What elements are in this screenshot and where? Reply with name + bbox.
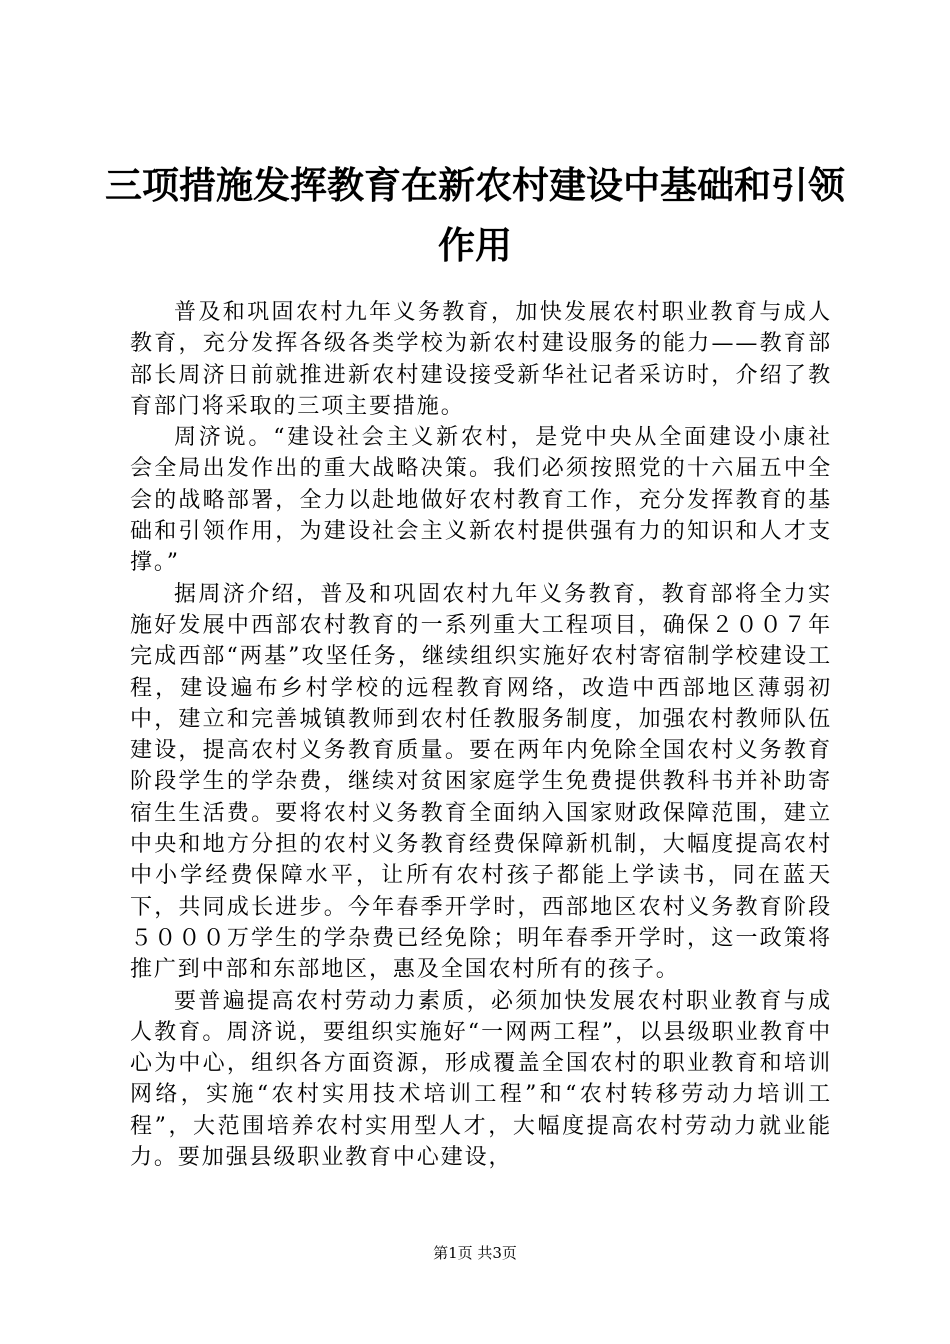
- document-body: [130, 297, 832, 1173]
- page-number-label: 第1页 共3页: [433, 1244, 517, 1262]
- paragraph-4: 要普遍提高农村劳动力素质，必须加快发展农村职业教育与成人教育。周济说，要组织实施好“一网两工程”，以县级职业教育中心为中心，组织各方面资源，形成覆盖全国农村的职业教育和培训网络，实施“农村实用技术培训工程”和“农村转移劳动力培训工程”，大范围培养农村实用型人才，大幅度提高农村劳动力就业能力。要加强县级职业教育中心建设，: [130, 988, 832, 1171]
- paragraph-3: 据周济介绍，普及和巩固农村九年义务教育，教育部将全力实施好发展中西部农村教育的一系列重大工程项目，确保２００７年完成西部“两基”攻坚任务，继续组织实施好农村寄宿制学校建设工程，建设遍布乡村学校的远程教育网络，改造中西部地区薄弱初中，建立和完善城镇教师到农村任教服务制度，加强农村教师队伍建设，提高农村义务教育质量。要在两年内免除全国农村义务教育阶段学生的学杂费，继续对贫困家庭学生免费提供教科书并补助寄宿生生活费。要将农村义务教育全面纳入国家财政保障范围，建立中央和地方分担的农村义务教育经费保障新机制，大幅度提高农村中小学经费保障水平，让所有农村孩子都能上学读书，同在蓝天下，共同成长进步。今年春季开学时，西部地区农村义务教育阶段５０００万学生的学杂费已经免除；明年春季开学时，这一政策将推广到中部和东部地区，惠及全国农村所有的孩子。: [130, 581, 832, 983]
- paragraph-1: 普及和巩固农村九年义务教育，加快发展农村职业教育与成人教育，充分发挥各级各类学校为新农村建设服务的能力——教育部部长周济日前就推进新农村建设接受新华社记者采访时，介绍了教育部门将采取的三项主要措施。: [130, 300, 832, 419]
- document-title: 三项措施发挥教育在新农村建设中基础和引领作用: [105, 164, 845, 267]
- paragraph-2: 周济说。“建设社会主义新农村，是党中央从全面建设小康社会全局出发作出的重大战略决策。我们必须按照党的十六届五中全会的战略部署，全力以赴地做好农村教育工作，充分发挥教育的基础和引领作用，为建设社会主义新农村提供强有力的知识和人才支撑。”: [130, 425, 832, 576]
- page-footer: [0, 1243, 950, 1263]
